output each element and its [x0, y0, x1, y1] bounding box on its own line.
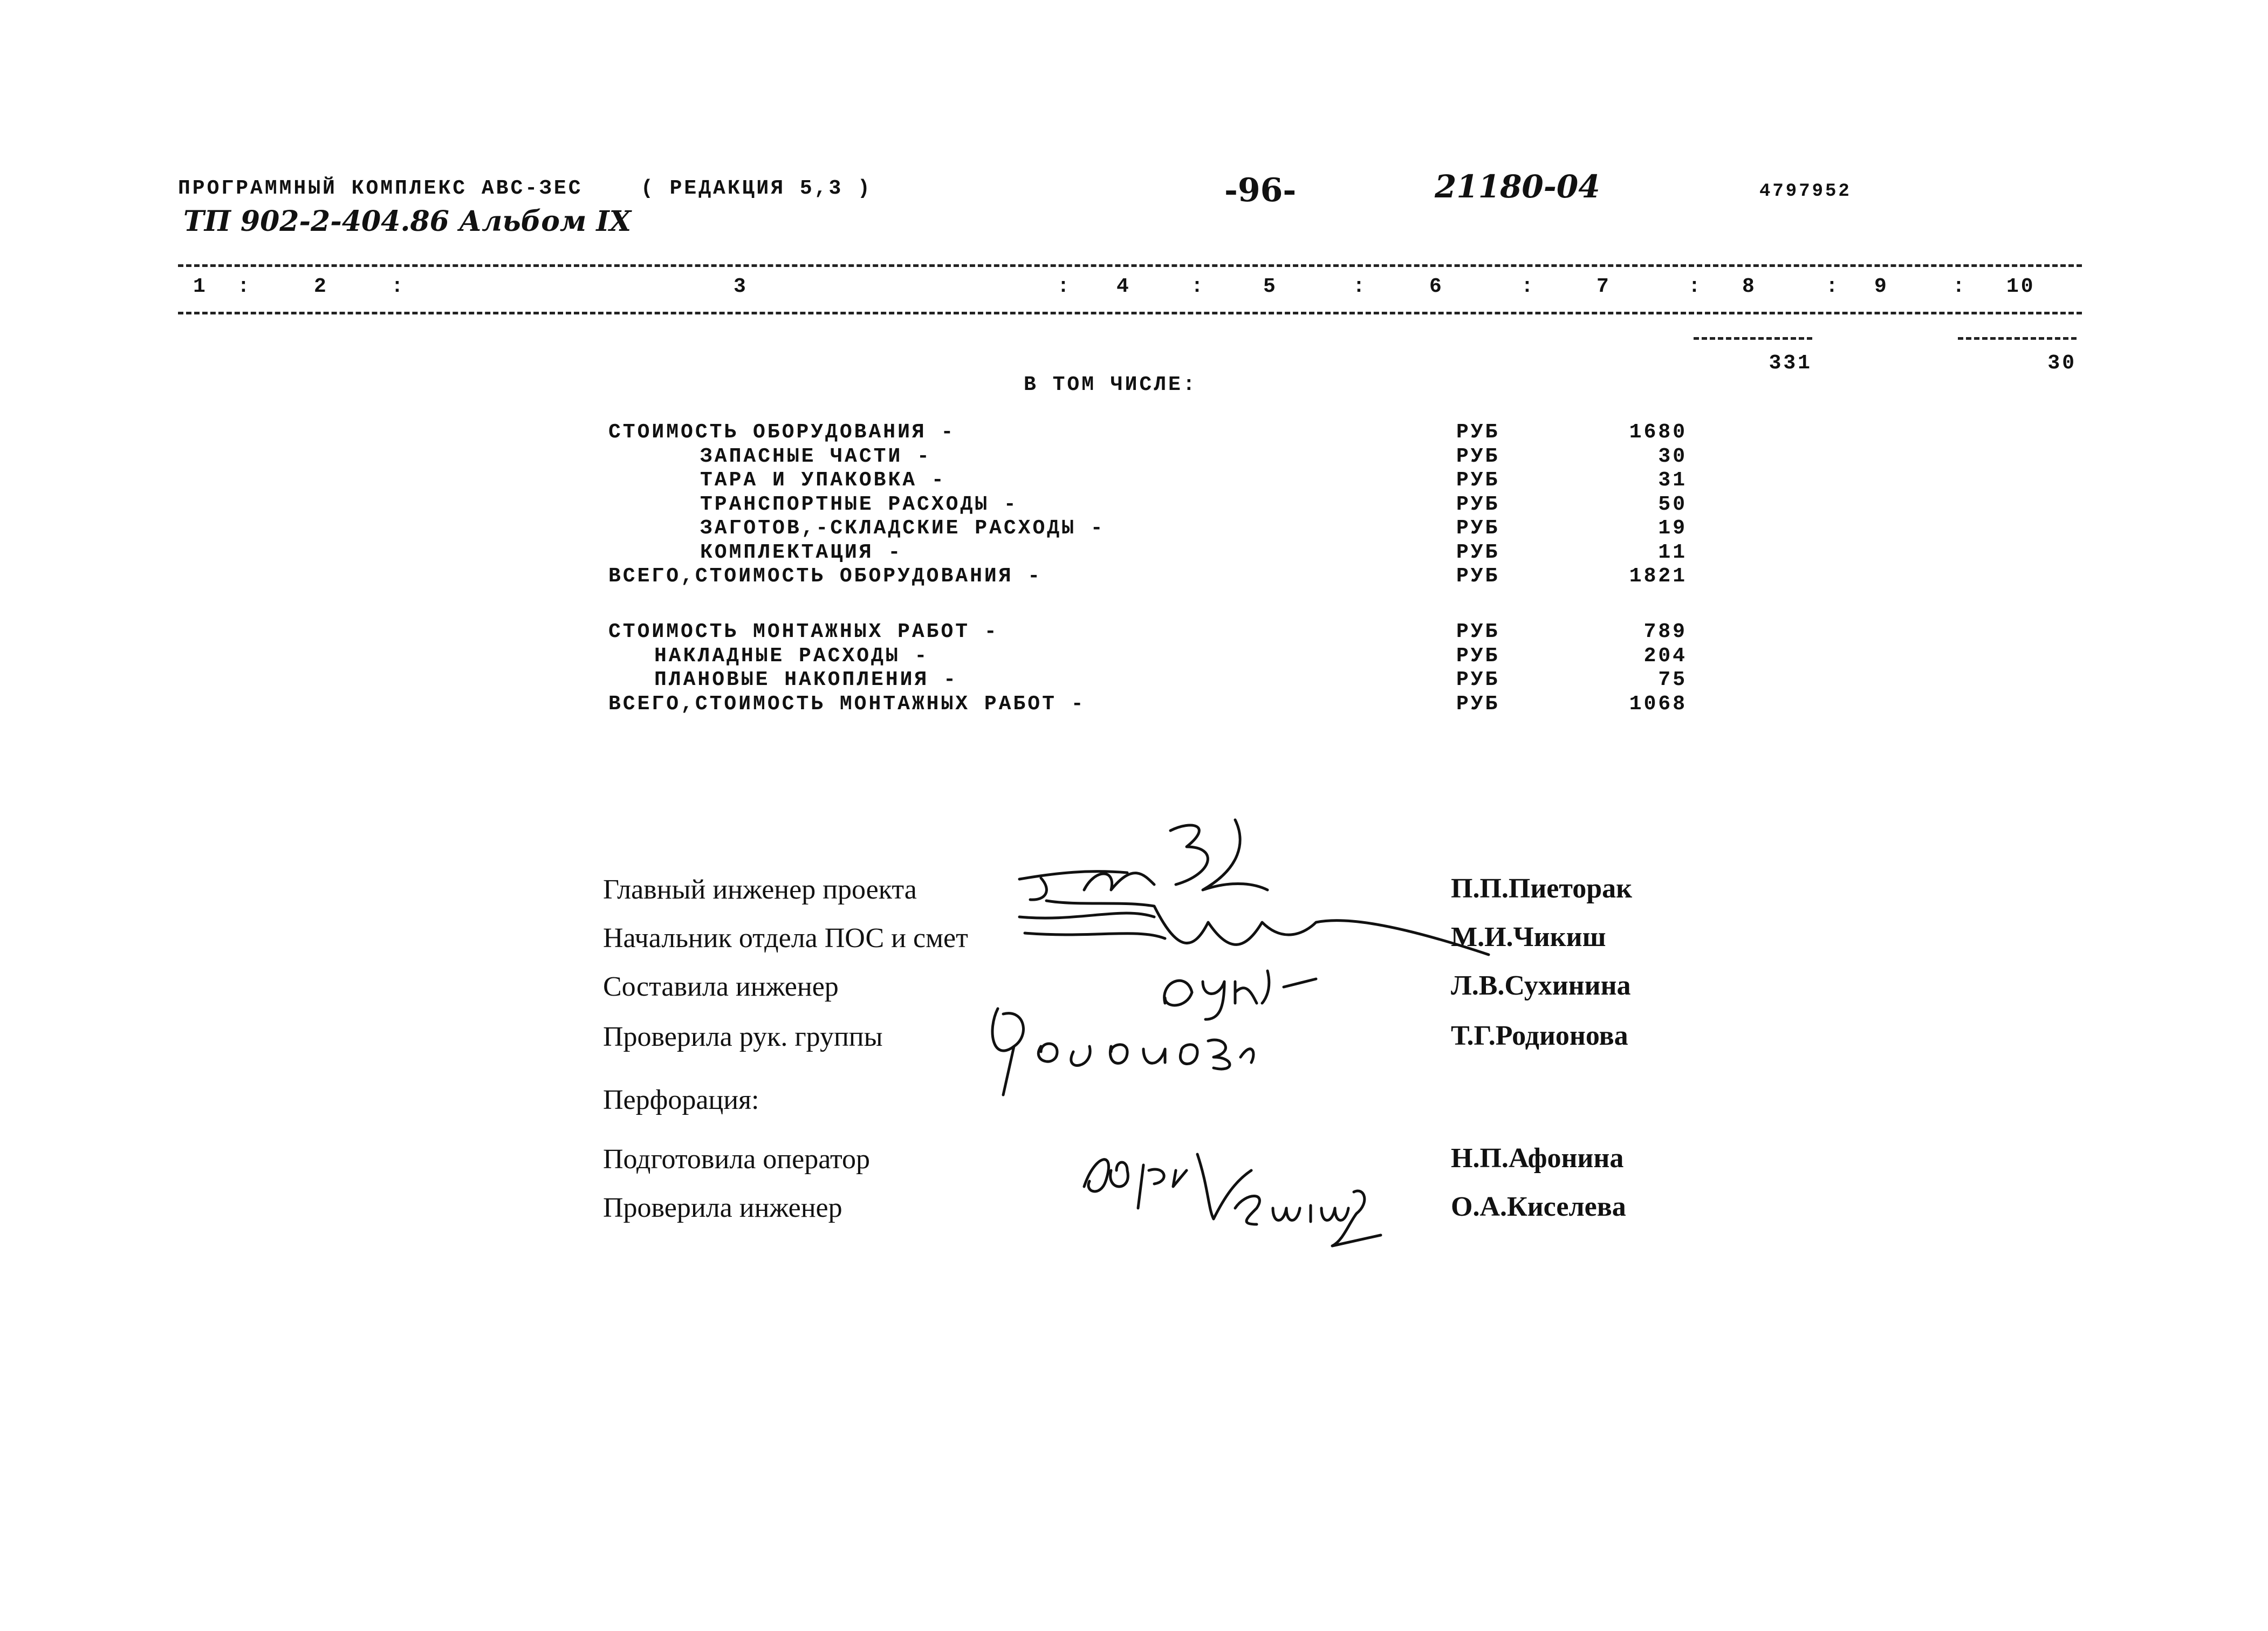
cost-row	[608, 445, 1714, 469]
doc-number: 4797952	[1759, 181, 1852, 202]
cost-unit: РУБ	[1456, 620, 1500, 643]
signature-role: Подготовила оператор	[603, 1144, 870, 1175]
col-sep: :	[1688, 275, 1703, 298]
signature-inspector	[1224, 1176, 1386, 1251]
signature-role: Начальник отдела ПОС и смет	[603, 923, 968, 954]
col-10: 10	[2006, 275, 2036, 298]
cost-row-total	[608, 693, 1714, 717]
edition-label: ( РЕДАКЦИЯ 5,3 )	[641, 177, 872, 200]
signature-group-lead	[982, 998, 1262, 1106]
cost-unit: РУБ	[1456, 565, 1500, 588]
signature-role: Главный инженер проекта	[603, 874, 917, 905]
page-number: -96-	[1224, 172, 1297, 209]
col-sep: :	[1952, 275, 1967, 298]
cost-value: 75	[1658, 668, 1687, 691]
cost-unit: РУБ	[1456, 644, 1500, 668]
cost-row	[608, 421, 1714, 445]
col-3: 3	[734, 275, 748, 298]
col-sep: :	[1057, 275, 1072, 298]
cost-row	[608, 517, 1714, 541]
cost-unit: РУБ	[1456, 517, 1500, 540]
col8-total-rule	[1694, 337, 1812, 340]
album-reference: ТП 902-2-404.86 Альбом IX	[183, 205, 632, 238]
header-bottom-rule	[178, 312, 2082, 314]
cost-value: 1680	[1629, 421, 1687, 444]
cost-value: 19	[1658, 517, 1687, 540]
signature-name: М.И.Чикиш	[1451, 922, 1606, 952]
cost-label: ТРАНСПОРТНЫЕ РАСХОДЫ -	[700, 492, 1018, 516]
cost-value: 1068	[1629, 692, 1687, 716]
col-5: 5	[1263, 275, 1278, 298]
col-sep: :	[237, 275, 252, 298]
cost-row	[608, 645, 1714, 669]
col-1: 1	[193, 275, 208, 298]
total-col8: 331	[1769, 352, 1812, 375]
signature-role: Составила инженер	[603, 971, 839, 1002]
col-sep: :	[1826, 275, 1840, 298]
signature-role: Проверила рук. группы	[603, 1022, 883, 1052]
installation-block	[608, 620, 1714, 716]
cost-unit: РУБ	[1456, 444, 1500, 468]
cost-label: ЗАПАСНЫЕ ЧАСТИ -	[700, 444, 931, 468]
cost-label: ТАРА И УПАКОВКА -	[700, 469, 946, 492]
col10-total-rule	[1958, 337, 2077, 340]
cost-value: 31	[1658, 469, 1687, 492]
col-sep: :	[391, 275, 406, 298]
cost-unit: РУБ	[1456, 421, 1500, 444]
cost-label: ВСЕГО,СТОИМОСТЬ ОБОРУДОВАНИЯ -	[608, 565, 1043, 588]
cost-row	[608, 493, 1714, 517]
equipment-block	[608, 421, 1714, 589]
cost-value: 11	[1658, 540, 1687, 564]
cost-label: КОМПЛЕКТАЦИЯ -	[700, 540, 903, 564]
col-8: 8	[1742, 275, 1757, 298]
perforation-heading: Перфорация:	[603, 1085, 759, 1115]
col-sep: :	[1353, 275, 1367, 298]
cost-unit: РУБ	[1456, 692, 1500, 716]
cost-value: 30	[1658, 444, 1687, 468]
col-2: 2	[314, 275, 328, 298]
cost-row-total	[608, 565, 1714, 589]
column-header-row	[178, 275, 2082, 302]
col-sep: :	[1521, 275, 1536, 298]
cost-label: НАКЛАДНЫЕ РАСХОДЫ -	[654, 644, 929, 668]
cost-label: ПЛАНОВЫЕ НАКОПЛЕНИЯ -	[654, 668, 958, 691]
col-6: 6	[1429, 275, 1444, 298]
cost-value: 50	[1658, 492, 1687, 516]
cost-value: 204	[1643, 644, 1687, 668]
signature-name: Т.Г.Родионова	[1451, 1020, 1628, 1051]
signature-name: О.А.Киселева	[1451, 1191, 1626, 1222]
signature-name: П.П.Пиеторак	[1451, 873, 1633, 904]
cost-row	[608, 469, 1714, 493]
header-top-rule	[178, 264, 2082, 267]
cost-value: 789	[1643, 620, 1687, 643]
signature-role: Проверила инженер	[603, 1193, 842, 1223]
cost-unit: РУБ	[1456, 492, 1500, 516]
doc-code: 21180-04	[1435, 168, 1600, 205]
signature-department-head	[1014, 885, 1499, 971]
cost-row	[608, 541, 1714, 565]
cost-row	[608, 620, 1714, 645]
col-sep: :	[1191, 275, 1205, 298]
total-col10: 30	[2047, 352, 2077, 375]
cost-unit: РУБ	[1456, 540, 1500, 564]
program-title: ПРОГРАММНЫЙ КОМПЛЕКС АВС-ЗЕС	[178, 177, 583, 200]
cost-unit: РУБ	[1456, 469, 1500, 492]
section-title: В ТОМ ЧИСЛЕ:	[1024, 373, 1197, 396]
cost-label: СТОИМОСТЬ ОБОРУДОВАНИЯ -	[608, 421, 956, 444]
signature-name: Н.П.Афонина	[1451, 1143, 1624, 1174]
col-7: 7	[1596, 275, 1611, 298]
cost-label: ВСЕГО,СТОИМОСТЬ МОНТАЖНЫХ РАБОТ -	[608, 692, 1086, 716]
cost-unit: РУБ	[1456, 668, 1500, 691]
cost-label: ЗАГОТОВ,-СКЛАДСКИЕ РАСХОДЫ -	[700, 517, 1105, 540]
signature-name: Л.В.Сухинина	[1451, 970, 1631, 1001]
cost-value: 1821	[1629, 565, 1687, 588]
col-9: 9	[1874, 275, 1889, 298]
cost-label: СТОИМОСТЬ МОНТАЖНЫХ РАБОТ -	[608, 620, 999, 643]
col-4: 4	[1116, 275, 1131, 298]
cost-row	[608, 668, 1714, 693]
